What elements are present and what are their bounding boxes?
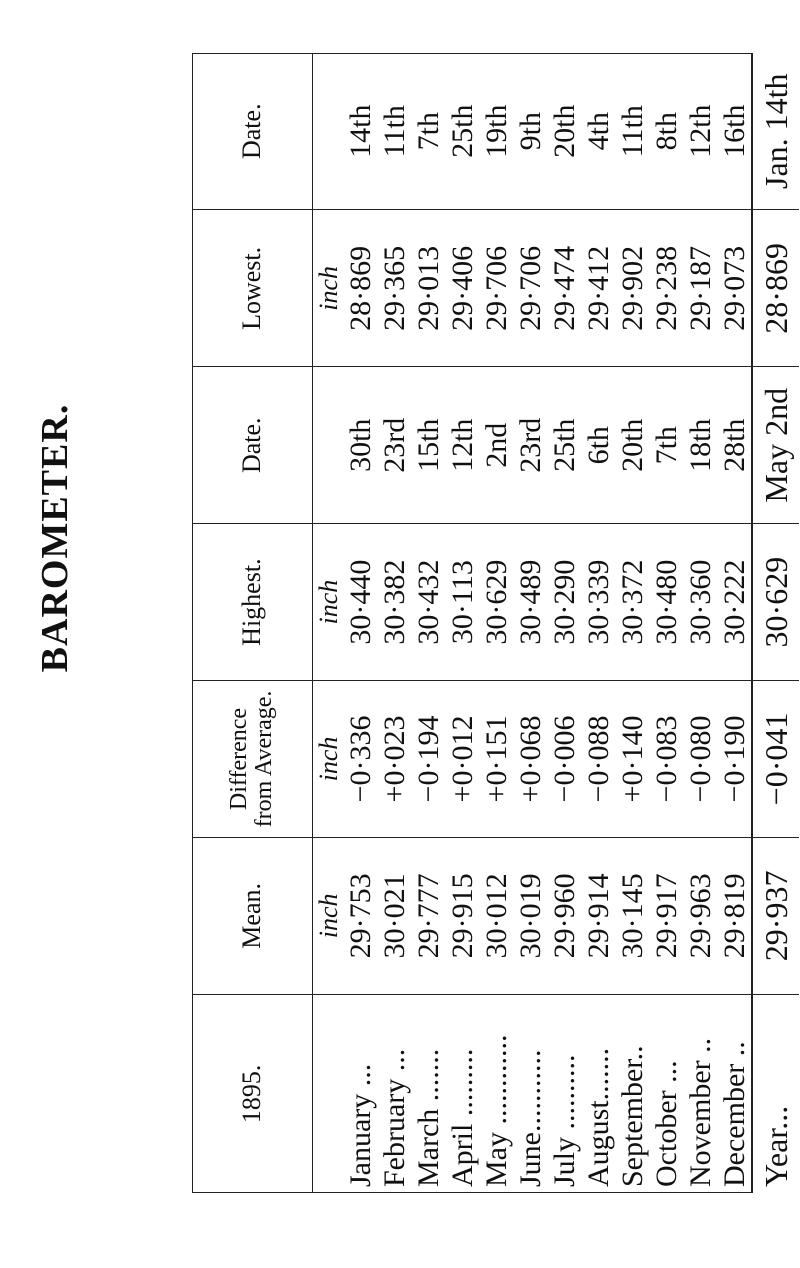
- row-highest-date: 25th: [548, 367, 582, 524]
- row-highest-date: 12th: [446, 367, 480, 524]
- row-difference: −0·190: [718, 681, 753, 838]
- row-highest: 30·290: [548, 524, 582, 681]
- row-highest: 30·360: [684, 524, 718, 681]
- row-difference: +0·012: [446, 681, 480, 838]
- row-lowest: 29·406: [446, 210, 480, 367]
- row-highest: 30·113: [446, 524, 480, 681]
- row-lowest: 29·365: [378, 210, 412, 367]
- table-row: [684, 53, 718, 1193]
- row-highest-date: 30th: [344, 367, 378, 524]
- row-mean: 30·012: [480, 837, 514, 994]
- year-mean: 29·937: [753, 837, 800, 994]
- row-month: October ...: [650, 994, 684, 1193]
- row-mean: 29·777: [412, 837, 446, 994]
- row-lowest-date: 11th: [378, 105, 411, 158]
- row-month: March .......: [412, 994, 446, 1193]
- row-lowest: 29·013: [412, 210, 446, 367]
- row-mean: 29·819: [718, 837, 753, 994]
- row-difference: −0·336: [344, 681, 378, 838]
- row-mean: 29·915: [446, 837, 480, 994]
- barometer-table: [192, 53, 799, 1193]
- row-highest: 30·372: [616, 524, 650, 681]
- row-mean: 29·960: [548, 837, 582, 994]
- table-row: [616, 53, 650, 1193]
- row-mean: 29·914: [582, 837, 616, 994]
- row-mean: 30·145: [616, 837, 650, 994]
- row-lowest-date: 8th: [650, 112, 683, 151]
- row-difference: +0·023: [378, 681, 412, 838]
- row-lowest-date: 19th: [480, 104, 513, 158]
- page-title: BAROMETER.: [34, 403, 76, 673]
- row-difference: +0·068: [514, 681, 548, 838]
- row-lowest-date: 7th: [412, 112, 445, 151]
- row-lowest: 29·073: [718, 210, 753, 367]
- row-highest-date: 7th: [650, 367, 684, 524]
- row-highest: 30·222: [718, 524, 753, 681]
- row-month: December ..: [718, 994, 753, 1193]
- header-lowest-date: Date.: [192, 53, 313, 210]
- row-lowest-date: 14th: [344, 104, 377, 158]
- row-lowest-date: 11th: [616, 105, 649, 158]
- row-highest: 30·480: [650, 524, 684, 681]
- table-row: [718, 53, 753, 1193]
- row-highest-date: 2nd: [480, 367, 514, 524]
- unit-blank: [313, 994, 345, 1193]
- row-highest: 30·382: [378, 524, 412, 681]
- row-month: November ..: [684, 994, 718, 1193]
- year-difference: −0·041: [753, 681, 800, 838]
- row-mean: 29·753: [344, 837, 378, 994]
- table-row: [650, 53, 684, 1193]
- row-highest: 30·489: [514, 524, 548, 681]
- row-difference: −0·088: [582, 681, 616, 838]
- table-row: [548, 53, 582, 1193]
- row-highest-date: 20th: [616, 367, 650, 524]
- row-lowest: 29·474: [548, 210, 582, 367]
- row-highest-date: 28th: [718, 367, 753, 524]
- row-highest: 30·432: [412, 524, 446, 681]
- row-lowest: 28·869: [344, 210, 378, 367]
- table-row: [480, 53, 514, 1193]
- row-lowest: 29·412: [582, 210, 616, 367]
- row-lowest: 29·706: [514, 210, 548, 367]
- unit-blank: [313, 53, 345, 210]
- row-difference: +0·140: [616, 681, 650, 838]
- year-highest: 30·629: [753, 524, 800, 681]
- table-row: [412, 53, 446, 1193]
- row-lowest-date: 16th: [718, 104, 751, 158]
- header-year: 1895.: [192, 994, 313, 1193]
- header-mean: Mean.: [192, 837, 313, 994]
- row-difference: −0·194: [412, 681, 446, 838]
- unit-lowest: inch: [313, 210, 345, 367]
- row-highest-date: 15th: [412, 367, 446, 524]
- row-mean: 29·963: [684, 837, 718, 994]
- row-lowest-date: 4th: [582, 112, 615, 151]
- header-difference: Difference from Average.: [192, 681, 313, 838]
- row-mean: 29·917: [650, 837, 684, 994]
- header-highest: Highest.: [192, 524, 313, 681]
- unit-difference: inch: [313, 681, 345, 838]
- table-row: [378, 53, 412, 1193]
- table-row: [446, 53, 480, 1193]
- row-lowest-date: 20th: [548, 104, 581, 158]
- row-month: April .........: [446, 994, 480, 1193]
- barometer-table-sheet: [192, 53, 794, 1193]
- year-lowest-date: Jan. 14th: [753, 53, 800, 210]
- row-mean: 30·019: [514, 837, 548, 994]
- row-highest-date: 6th: [582, 367, 616, 524]
- table-row: [344, 53, 378, 1193]
- units-row: [313, 53, 345, 1193]
- row-difference: −0·083: [650, 681, 684, 838]
- year-label: Year...: [753, 994, 800, 1193]
- row-month: July ..........: [548, 994, 582, 1193]
- unit-mean: inch: [313, 837, 345, 994]
- unit-blank: [313, 367, 345, 524]
- page-title-area: [0, 0, 110, 1268]
- row-mean: 30·021: [378, 837, 412, 994]
- row-highest: 30·440: [344, 524, 378, 681]
- row-month: August.......: [582, 994, 616, 1193]
- row-lowest-date: 25th: [446, 104, 479, 158]
- row-month: January ...: [344, 994, 378, 1193]
- row-highest-date: 23rd: [378, 367, 412, 524]
- row-highest-date: 18th: [684, 367, 718, 524]
- row-month: February ...: [378, 994, 412, 1193]
- year-total-row: [753, 53, 800, 1193]
- table-row: [582, 53, 616, 1193]
- table-header-row: [192, 53, 313, 1193]
- row-lowest: 29·902: [616, 210, 650, 367]
- row-lowest: 29·238: [650, 210, 684, 367]
- unit-highest: inch: [313, 524, 345, 681]
- row-highest: 30·629: [480, 524, 514, 681]
- year-highest-date: May 2nd: [753, 367, 800, 524]
- row-highest: 30·339: [582, 524, 616, 681]
- row-difference: +0·151: [480, 681, 514, 838]
- header-lowest: Lowest.: [192, 210, 313, 367]
- row-difference: −0·080: [684, 681, 718, 838]
- row-lowest: 29·187: [684, 210, 718, 367]
- row-lowest-date: 9th: [514, 112, 547, 151]
- row-highest-date: 23rd: [514, 367, 548, 524]
- header-highest-date: Date.: [192, 367, 313, 524]
- row-difference: −0·006: [548, 681, 582, 838]
- row-lowest-date: 12th: [684, 104, 717, 158]
- row-month: September..: [616, 994, 650, 1193]
- row-month: May ............: [480, 994, 514, 1193]
- table-row: [514, 53, 548, 1193]
- row-lowest: 29·706: [480, 210, 514, 367]
- year-lowest: 28·869: [753, 210, 800, 367]
- row-month: June...........: [514, 994, 548, 1193]
